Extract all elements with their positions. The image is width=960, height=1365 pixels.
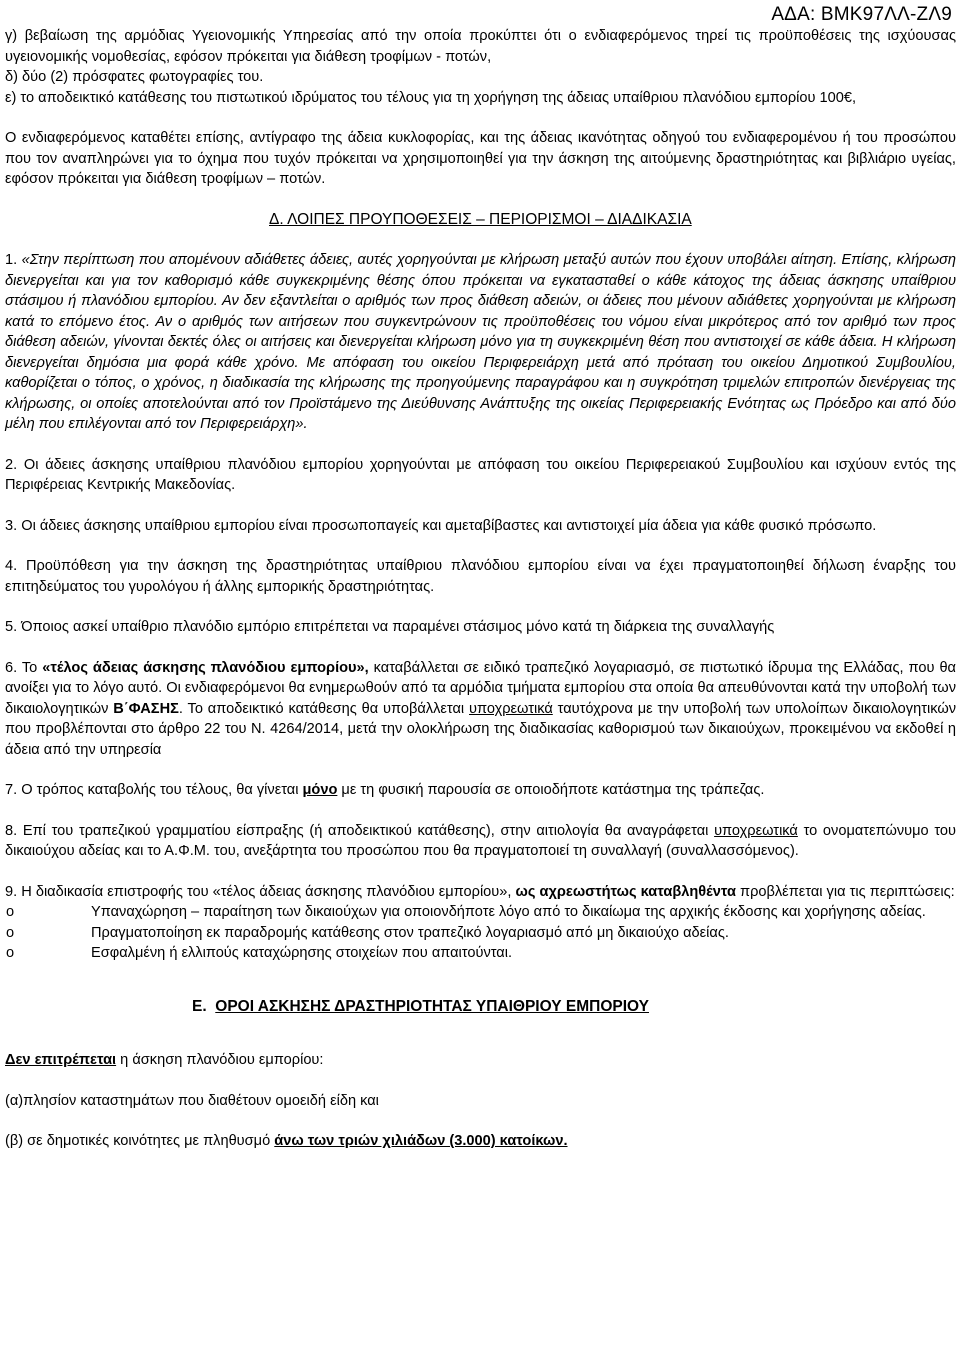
- p6-part-c: . Το αποδεικτικό κατάθεσης θα υποβάλλεται: [178, 700, 469, 717]
- p8-part-b: το ονοματεπώνυμο του δικαιούχου αδείας και το Α.Φ.Μ. του, ανεξάρτητα του προσώπου που θα πραγματοποιεί τη συναλλαγή (συναλλασσόμενος).: [5, 822, 956, 859]
- paragraph-6: [5, 658, 956, 761]
- restriction-b: [5, 1131, 956, 1152]
- document-page: [5, 26, 956, 1152]
- list-item-text: Πραγματοποίηση εκ παραδρομής κατάθεσης στον τραπεζικό λογαριασμό από μη δικαιούχο αδείας.: [91, 924, 729, 941]
- p8-part-a: 8. Επί του τραπεζικού γραμματίου είσπραξης (ή αποδεικτικού κατάθεσης), στην αιτιολογία θα αναγράφεται: [5, 822, 715, 839]
- p6-phase-b: Β΄ΦΑΣΗΣ: [113, 700, 179, 717]
- not-allowed-rest: η άσκηση πλανόδιου εμπορίου:: [116, 1052, 324, 1068]
- p6-part-a: 6. Το: [5, 659, 43, 676]
- not-allowed-line: [5, 1050, 956, 1071]
- ada-code: ΑΔΑ: ΒΜΚ97ΛΛ-ΖΛ9: [771, 4, 952, 25]
- list-item: [5, 902, 956, 923]
- list-item: [5, 923, 956, 944]
- item-g: γ) βεβαίωση της αρμόδιας Υγειονομικής Υπηρεσίας από την οποία προκύπτει ότι ο ενδιαφερόμενος τηρεί τις προϋποθέσεις της ισχύουσας υγειονομικής νομοθεσίας, εφόσον πρόκειται για διάθεση τροφίμων - ποτών,: [5, 28, 956, 65]
- section-e-prefix: Ε.: [192, 997, 207, 1015]
- p6-fee-name: «τέλος άδειας άσκησης πλανόδιου εμπορίου»,: [42, 659, 369, 676]
- paragraph-4: 4. Προϋπόθεση για την άσκηση της δραστηριότητας υπαίθριου πλανόδιου εμπορίου είναι να έχει πραγματοποιηθεί δήλωση έναρξης του επιτηδεύματος του γυρολόγου ή άλλης εμπορικής δραστηριότητας.: [5, 558, 956, 595]
- p6-mandatory: υποχρεωτικά: [469, 700, 553, 717]
- paragraph-1: [5, 250, 956, 435]
- p7-only: μόνο: [302, 782, 338, 798]
- bullet-icon: o: [6, 904, 15, 920]
- section-e-heading-text: ΟΡΟΙ ΑΣΚΗΣΗΣ ΔΡΑΣΤΗΡΙΟΤΗΤΑΣ ΥΠΑΙΘΡΙΟΥ ΕΜΠΟΡΙΟΥ: [215, 997, 649, 1015]
- p9-part-b: προβλέπεται για τις περιπτώσεις:: [735, 883, 955, 900]
- p6-part-b: καταβάλλεται σε ειδικό τραπεζικό λογαριασμό, σε πιστωτικό ίδρυμα της Ελλάδας, που θα ανοίξει για το λόγο αυτό. Οι ενδιαφερόμενοι θα ενημερωθούν από τα αρμόδια τμήματα εμπορίου στα οποία θα απευθύνονται κατά την υποβολή των δικαιολογητικών: [5, 659, 956, 717]
- bullet-icon: o: [6, 924, 15, 941]
- p8-mandatory: υποχρεωτικά: [714, 822, 798, 839]
- paragraph-1-text: «Στην περίπτωση που απομένουν αδιάθετες άδειες, αυτές χορηγούνται με κλήρωση μεταξύ αυτών που έχουν υποβάλει αίτηση. Επίσης, κλήρωση διενεργείται και για τον καθορισμό κάθε συγκεκριμένης θέσης όπου πρόκειται να εγκατασταθεί ο κάθε κάτοχος της άδειας άσκησης υπαίθριου στάσιμου ή πλανόδιου εμπορίου. Αν δεν εξαντλείται ο αριθμός των προς διάθεση αδειών, οι άδειες που μένουν αδιάθετες χορηγούνται με κλήρωση κατά το επόμενο έτος. Αν ο αριθμός των αιτήσεων που συγκεντρώνουν τις προϋποθέσεις του νόμου είναι μικρότερος από τον αριθμό των προς διάθεση αδειών, γίνονται δεκτές όλες οι αιτήσεις και διενεργείται κλήρωση μόνο για τη συγκεκριμένη θέση που αντιστοιχεί σε κάθε άδεια. Η κλήρωση διενεργείται δημόσια μια φορά κάθε χρόνο. Με απόφαση του οικείου Περιφερειάρχη μετά από πρόταση του οικείου Δημοτικού Συμβουλίου, καθορίζεται ο τόπος, ο χρόνος, η διαδικασία της κλήρωσης της προηγούμενης παραγράφου και η συγκρότηση τριμελών επιτροπών διενέργειας της κλήρωσης, οι οποίες αποτελούνται από τον Προϊστάμενο της Διεύθυνσης Ανάπτυξης της οικείας Περιφερειακής Ενότητας ως Πρόεδρο και από δύο μέλη που επιλέγονται από τον Περιφερειάρχη».: [5, 252, 956, 432]
- section-d-heading: [5, 210, 956, 231]
- restriction-b-population: άνω των τριών χιλιάδων (3.000) κατοίκων.: [274, 1133, 568, 1149]
- paragraph-3: 3. Οι άδειες άσκησης υπαίθριου εμπορίου είναι προσωποπαγείς και αμεταβίβαστες και αντιστοιχεί μία άδεια για κάθε φυσικό πρόσωπο.: [5, 517, 877, 534]
- also-submits-paragraph: Ο ενδιαφερόμενος καταθέτει επίσης, αντίγραφο της άδεια κυκλοφορίας, και της άδειας ικανότητας οδηγού του ενδιαφερομένου ή του προσώπου που τον αναπληρώνει για το όχημα που τυχόν πρόκειται να χρησιμοποιηθεί για την άσκηση της αιτούμενης δραστηριότητας και βιβλιάριο υγείας, εφόσον πρόκειται για διάθεση τροφίμων – ποτών.: [5, 130, 956, 187]
- p9-part-a: 9. Η διαδικασία επιστροφής του «τέλος άδειας άσκησης πλανόδιου εμπορίου»,: [5, 883, 516, 900]
- list-item-text: Υπαναχώρηση – παραίτηση των δικαιούχων για οποιονδήποτε λόγο από το δικαίωμα της αρχικής έκδοσης και χορήγησης αδείας.: [91, 904, 926, 920]
- refund-cases-list: [5, 902, 956, 964]
- list-item-text: Εσφαλμένη ή ελλιπούς καταχώρησης στοιχείων που απαιτούνται.: [91, 945, 513, 961]
- paragraph-9: [5, 882, 956, 903]
- not-allowed-label: Δεν επιτρέπεται: [5, 1052, 117, 1068]
- bullet-icon: o: [6, 945, 15, 961]
- p9-undue: ως αχρεωστήτως καταβληθέντα: [515, 883, 736, 900]
- section-e-heading: [5, 997, 956, 1018]
- paragraph-8: [5, 821, 956, 862]
- section-d-heading-text: Δ. ΛΟΙΠΕΣ ΠΡΟΥΠΟΘΕΣΕΙΣ – ΠΕΡΙΟΡΙΣΜΟΙ – ΔΙΑΔΙΚΑΣΙΑ: [269, 210, 692, 228]
- p7-part-b: με τη φυσική παρουσία σε οποιοδήποτε κατάστημα της τράπεζας.: [337, 782, 765, 798]
- item-e: ε) το αποδεικτικό κατάθεσης του πιστωτικού ιδρύματος του τέλους για τη χορήγηση της άδειας υπαίθριου πλανόδιου εμπορίου 100€,: [5, 89, 857, 106]
- restriction-a: (α)πλησίον καταστημάτων που διαθέτουν ομοειδή είδη και: [5, 1092, 379, 1109]
- paragraph-1-number: 1.: [5, 252, 18, 268]
- paragraph-7: [5, 780, 956, 801]
- restriction-b-text: (β) σε δημοτικές κοινότητες με πληθυσμό: [5, 1133, 275, 1149]
- p6-part-d: ταυτόχρονα με την υποβολή των υπολοίπων δικαιολογητικών που προβλέπονται στο άρθρο 22 του Ν. 4264/2014, μετά την ολοκλήρωση της διαδικασίας καθορισμού των δικαιούχων, προκειμένου να εκδοθεί η άδεια από την υπηρεσία: [5, 700, 957, 758]
- list-item: [5, 943, 956, 964]
- item-d: δ) δύο (2) πρόσφατες φωτογραφίες του.: [5, 69, 264, 85]
- p7-part-a: 7. Ο τρόπος καταβολής του τέλους, θα γίνεται: [5, 782, 303, 798]
- paragraph-5: 5. Όποιος ασκεί υπαίθριο πλανόδιο εμπόριο επιτρέπεται να παραμένει στάσιμος μόνο κατά τη διάρκεια της συναλλαγής: [5, 619, 775, 635]
- paragraph-2: 2. Οι άδειες άσκησης υπαίθριου πλανόδιου εμπορίου χορηγούνται με απόφαση του οικείου Περιφερειακού Συμβουλίου και ισχύουν εντός της Περιφέρειας Κεντρικής Μακεδονίας.: [5, 456, 956, 493]
